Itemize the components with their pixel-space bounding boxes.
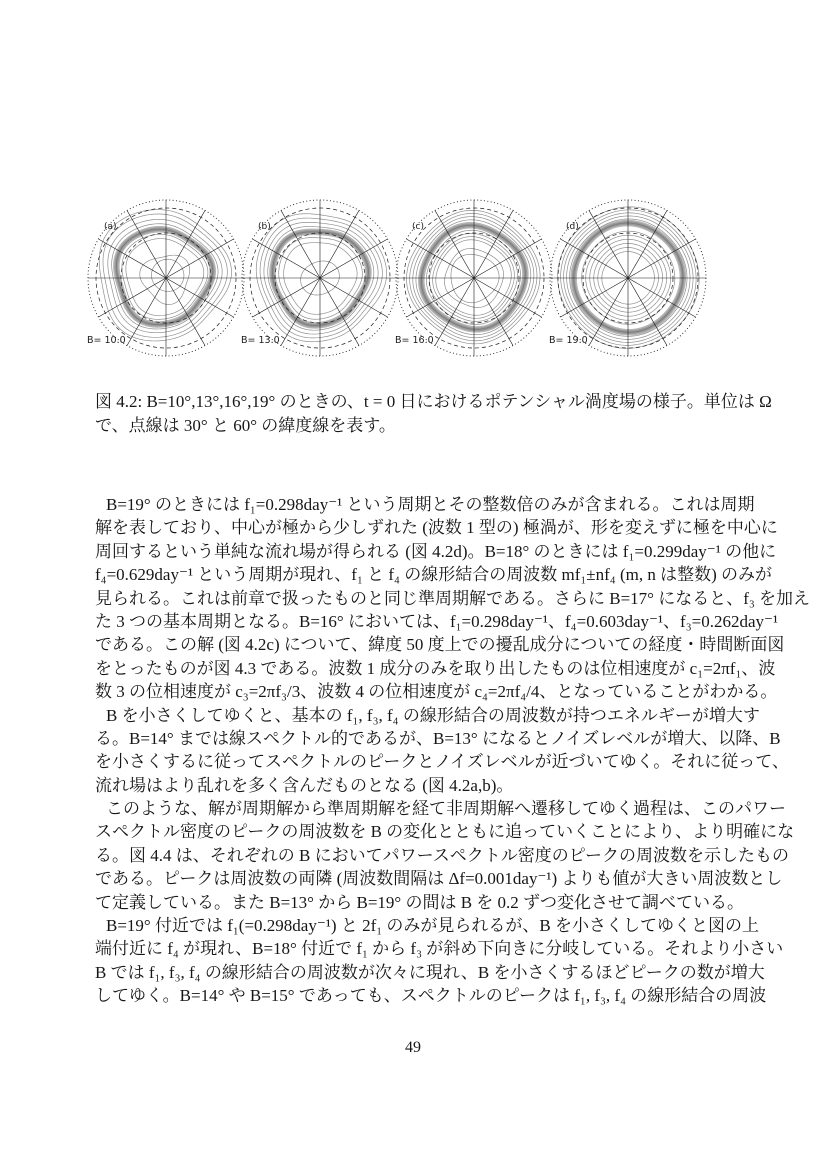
- body-line: を小さくするに従ってスペクトルのピークとノイズレベルが近づいてゆく。それに従って、: [95, 752, 789, 772]
- body-line: る。図 4.4 は、それぞれの B においてパワースペクトル密度のピークの周波数を示したもの: [95, 845, 790, 865]
- body-line: f₄=0.629day⁻¹ という周期が現れ、f₁ と f₄ の線形結合の周波数 mf₁±nf₄ (m, n は整数) のみが: [95, 565, 773, 585]
- body-line: 数 3 の位相速度が c₃=2πf₃/3、波数 4 の位相速度が c₄=2πf₄/4、となっていることがわかる。: [95, 682, 778, 702]
- body-line: た 3 つの基本周期となる。B=16° においては、f₁=0.298day⁻¹、f₄=0.603day⁻¹、f₃=0.262day⁻¹: [95, 611, 779, 631]
- body-line: してゆく。B=14° や B=15° であっても、スペクトルのピークは f₁, f₃, f₄ の線形結合の周波: [95, 986, 767, 1006]
- figure-caption-line2: で、点線は 30° と 60° の緯度線を表す。: [95, 415, 396, 435]
- body-line: 端付近に f₄ が現れ、B=18° 付近で f₁ から f₃ が斜め下向きに分岐している。それより小さい: [95, 939, 784, 959]
- body-line: B=19° のときには f₁=0.298day⁻¹ という周期とその整数倍のみが含まれる。これは周期: [106, 495, 755, 514]
- body-line: 見られる。これは前章で扱ったものと同じ準周期解である。さらに B=17° になると、f₃ を加え: [95, 588, 811, 608]
- polar-plot-c: [394, 196, 554, 362]
- figure-caption-line1: 図 4.2: B=10°,13°,16°,19° のときの、t = 0 日におけるポテンシャル渦度場の様子。単位は Ω: [95, 392, 772, 411]
- panel-label: (a): [104, 222, 117, 232]
- figure-caption: [95, 390, 772, 437]
- figure-4-2: [86, 196, 742, 364]
- panel-b-value: B= 13.0: [241, 335, 280, 346]
- body-text: [95, 493, 811, 1008]
- polar-plot-d: [548, 196, 708, 362]
- body-line: 流れ場はより乱れを多く含んだものとなる (図 4.2a,b)。: [95, 775, 514, 795]
- body-line: る。B=14° までは線スペクトル的であるが、B=13° になるとノイズレベルが増大、以降、B: [95, 728, 781, 748]
- panel-label: (b): [258, 222, 271, 232]
- body-line: B を小さくしてゆくと、基本の f₁, f₃, f₄ の線形結合の周波数が持つエネルギーが増大す: [106, 705, 760, 725]
- body-line: B では f₁, f₃, f₄ の線形結合の周波数が次々に現れ、B を小さくするほどピークの数が増大: [95, 962, 765, 982]
- body-line: である。ピークは周波数の両隣 (周波数間隔は Δf=0.001day⁻¹) よりも値が大きい周波数とし: [95, 869, 783, 889]
- body-line: 解を表しており、中心が極から少しずれた (波数 1 型の) 極渦が、形を変えずに極を中心に: [95, 518, 778, 538]
- polar-plot-a: [86, 196, 246, 362]
- body-line: B=19° 付近では f₁(=0.298day⁻¹) と 2f₁ のみが見られるが、B を小さくしてゆくと図の上: [106, 916, 760, 936]
- body-line: このような、解が周期解から準周期解を経て非周期解へ遷移してゆく過程は、このパワー: [106, 799, 786, 819]
- panel-b-value: B= 16.0: [395, 335, 434, 346]
- body-line: をとったものが図 4.3 である。波数 1 成分のみを取り出したものは位相速度が c₁=2πf₁、波: [95, 658, 776, 678]
- polar-plot-b: [240, 196, 400, 362]
- panel-b-value: B= 10.0: [87, 335, 126, 346]
- body-line: である。この解 (図 4.2c) について、緯度 50 度上での擾乱成分についての経度・時間断面図: [95, 635, 785, 655]
- panel-label: (d): [566, 222, 579, 232]
- panel-b-value: B= 19.0: [549, 335, 588, 346]
- body-line: 周回するという単純な流れ場が得られる (図 4.2d)。B=18° のときには f₁=0.299day⁻¹ の他に: [95, 541, 777, 561]
- body-line: スペクトル密度のピークの周波数を B の変化とともに追っていくことにより、より明確にな: [95, 822, 795, 842]
- page-number: 49: [405, 1039, 421, 1056]
- body-line: て定義している。また B=13° から B=19° の間は B を 0.2 ずつ変化させて調べている。: [95, 892, 745, 912]
- panel-label: (c): [412, 222, 424, 232]
